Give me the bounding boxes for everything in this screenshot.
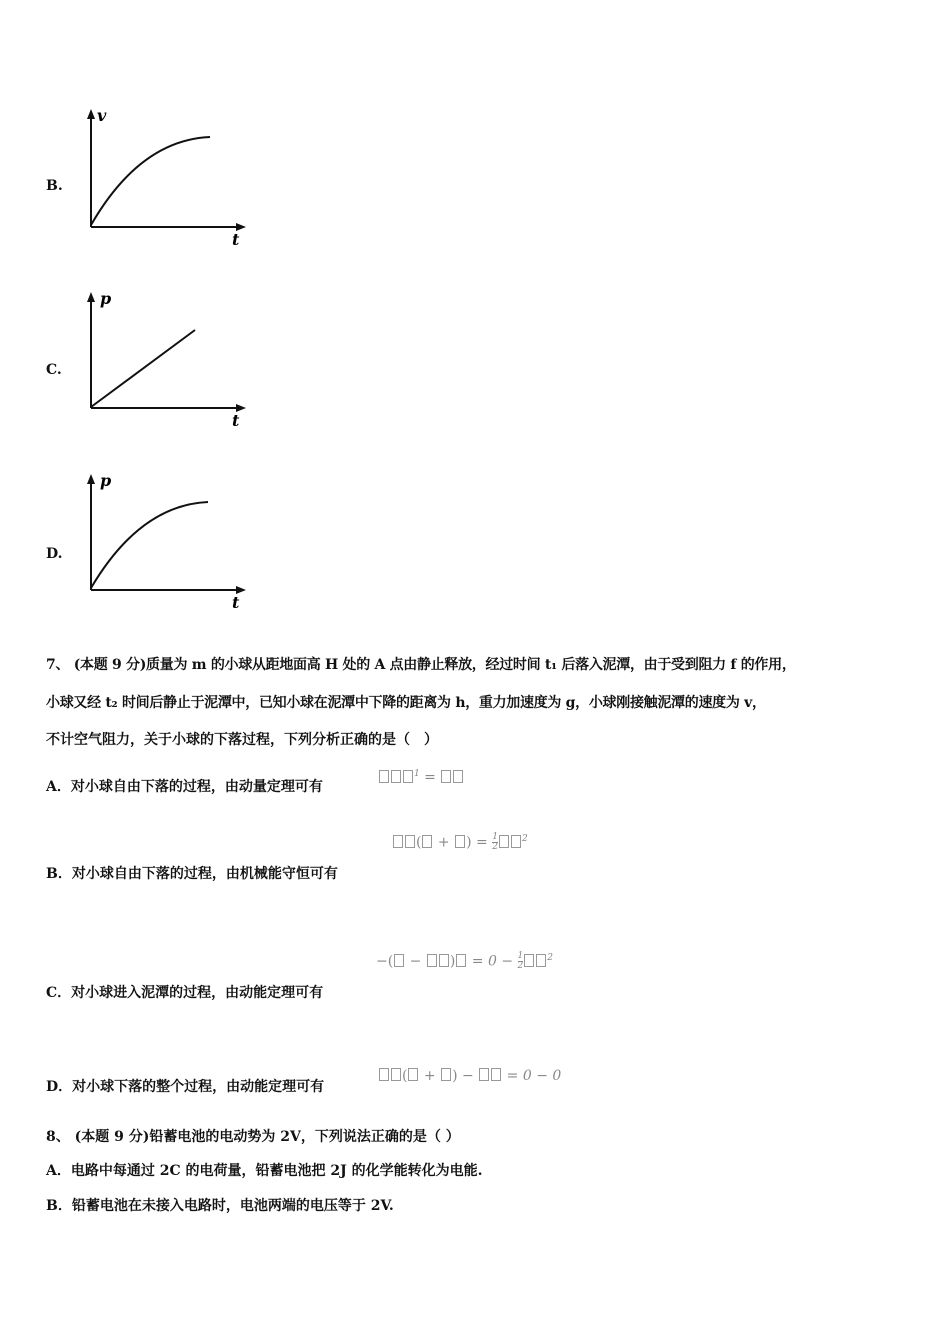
q7-stem-line-3: 不计空气阻力，关于小球的下落过程，下列分析正确的是（ ） [46, 732, 438, 748]
graph-b-velocity-time [80, 105, 250, 250]
graph-b-x-label: t [232, 230, 240, 249]
graph-d-x-label: t [232, 593, 240, 612]
graph-d-y-label: p [100, 471, 112, 490]
q7-stem-line-1: 7、 (本题 9 分)质量为 m 的小球从距地面高 H 处的 A 点由静止释放，经过时间 t₁ 后落入泥潭，由于受到阻力 f 的作用， [46, 657, 796, 673]
graph-d-momentum-time [80, 470, 250, 615]
graph-b-y-label: v [97, 106, 107, 125]
q7-option-c: C．对小球进入泥潭的过程，由动能定理可有 [46, 985, 324, 1001]
q7-stem-line-2: 小球又经 t₂ 时间后静止于泥潭中，已知小球在泥潭中下降的距离为 h，重力加速度为 g，小球刚接触泥潭的速度为 v， [46, 695, 766, 711]
q7-option-a: A．对小球自由下落的过程，由动量定理可有 [46, 779, 323, 795]
option-c-label: C. [46, 362, 62, 378]
graph-c-y-label: p [100, 289, 112, 308]
q8-option-a: A．电路中每通过 2C 的电荷量，铅蓄电池把 2J 的化学能转化为电能. [46, 1163, 483, 1179]
graph-c-x-label: t [232, 411, 240, 430]
q7-formula-c: −( − ) = 0 − $\frac{1}{2}$ $^2$ [376, 951, 553, 971]
graph-c-momentum-time [80, 288, 250, 433]
option-b-label: B. [46, 178, 63, 194]
q7-option-d: D．对小球下落的整个过程，由动能定理可有 [46, 1079, 325, 1095]
q8-stem: 8、 (本题 9 分)铅蓄电池的电动势为 2V，下列说法正确的是（ ） [46, 1129, 460, 1145]
q7-formula-d: ( + ) − = 0 − 0 [378, 1068, 561, 1084]
q8-option-b: B．铅蓄电池在未接入电路时，电池两端的电压等于 2V. [46, 1198, 394, 1214]
option-d-label: D. [46, 546, 63, 562]
q7-formula-b: ( + ) = $\frac{1}{2}$ $^2$ [392, 833, 528, 852]
q7-option-b: B．对小球自由下落的过程，由机械能守恒可有 [46, 866, 338, 882]
q7-formula-a: $^1$ = [378, 769, 464, 786]
